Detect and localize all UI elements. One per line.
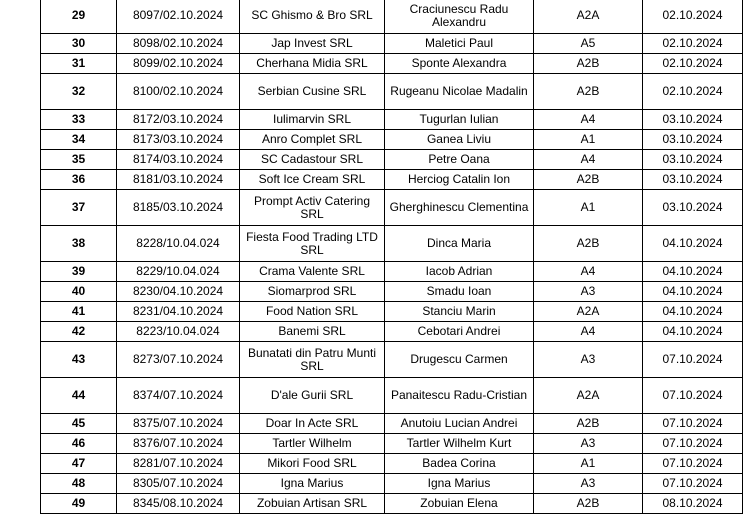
table-row [41, 226, 743, 262]
class-cell: A2B [534, 494, 643, 514]
company-cell: Siomarprod SRL [240, 282, 385, 302]
company-cell: Soft Ice Cream SRL [240, 170, 385, 190]
person-cell: Panaitescu Radu-Cristian [385, 378, 534, 414]
document-number-cell: 8231/04.10.2024 [117, 302, 240, 322]
date-cell: 04.10.2024 [643, 226, 743, 262]
class-cell: A4 [534, 150, 643, 170]
table-row [41, 434, 743, 454]
company-cell: Crama Valente SRL [240, 262, 385, 282]
class-cell: A3 [534, 342, 643, 378]
document-number-cell: 8273/07.10.2024 [117, 342, 240, 378]
person-cell: Ganea Liviu [385, 130, 534, 150]
date-cell: 03.10.2024 [643, 170, 743, 190]
class-cell: A2B [534, 170, 643, 190]
table-row [41, 282, 743, 302]
person-cell: Maletici Paul [385, 34, 534, 54]
person-cell: Rugeanu Nicolae Madalin [385, 74, 534, 110]
row-number-cell: 32 [41, 74, 117, 110]
table-row [41, 130, 743, 150]
class-cell: A2B [534, 74, 643, 110]
date-cell: 07.10.2024 [643, 474, 743, 494]
table-row [41, 54, 743, 74]
person-cell: Craciunescu Radu Alexandru [385, 0, 534, 34]
row-number-cell: 40 [41, 282, 117, 302]
table-row [41, 170, 743, 190]
table-row [41, 414, 743, 434]
table-row [41, 474, 743, 494]
document-number-cell: 8097/02.10.2024 [117, 0, 240, 34]
class-cell: A2A [534, 0, 643, 34]
company-cell: Igna Marius [240, 474, 385, 494]
class-cell: A1 [534, 190, 643, 226]
date-cell: 03.10.2024 [643, 150, 743, 170]
company-cell: Fiesta Food Trading LTD SRL [240, 226, 385, 262]
row-number-cell: 29 [41, 0, 117, 34]
document-number-cell: 8374/07.10.2024 [117, 378, 240, 414]
person-cell: Drugescu Carmen [385, 342, 534, 378]
row-number-cell: 43 [41, 342, 117, 378]
class-cell: A1 [534, 454, 643, 474]
date-cell: 03.10.2024 [643, 190, 743, 226]
document-number-cell: 8376/07.10.2024 [117, 434, 240, 454]
document-number-cell: 8099/02.10.2024 [117, 54, 240, 74]
date-cell: 04.10.2024 [643, 322, 743, 342]
person-cell: Petre Oana [385, 150, 534, 170]
row-number-cell: 33 [41, 110, 117, 130]
row-number-cell: 34 [41, 130, 117, 150]
date-cell: 07.10.2024 [643, 378, 743, 414]
company-cell: Serbian Cusine SRL [240, 74, 385, 110]
person-cell: Zobuian Elena [385, 494, 534, 514]
class-cell: A2B [534, 414, 643, 434]
date-cell: 02.10.2024 [643, 0, 743, 34]
date-cell: 04.10.2024 [643, 302, 743, 322]
document-number-cell: 8305/07.10.2024 [117, 474, 240, 494]
company-cell: SC Ghismo & Bro SRL [240, 0, 385, 34]
person-cell: Dinca Maria [385, 226, 534, 262]
date-cell: 02.10.2024 [643, 34, 743, 54]
document-number-cell: 8229/10.04.024 [117, 262, 240, 282]
person-cell: Cebotari Andrei [385, 322, 534, 342]
document-number-cell: 8185/03.10.2024 [117, 190, 240, 226]
date-cell: 02.10.2024 [643, 74, 743, 110]
table-row [41, 494, 743, 514]
class-cell: A4 [534, 110, 643, 130]
table-row [41, 0, 743, 34]
class-cell: A1 [534, 130, 643, 150]
company-cell: Prompt Activ Catering SRL [240, 190, 385, 226]
company-cell: Doar In Acte SRL [240, 414, 385, 434]
table-row [41, 150, 743, 170]
class-cell: A3 [534, 474, 643, 494]
table-body [41, 0, 743, 514]
row-number-cell: 37 [41, 190, 117, 226]
class-cell: A5 [534, 34, 643, 54]
company-cell: Tartler Wilhelm [240, 434, 385, 454]
table-row [41, 342, 743, 378]
class-cell: A4 [534, 322, 643, 342]
company-cell: Mikori Food SRL [240, 454, 385, 474]
table-row [41, 190, 743, 226]
table-row [41, 110, 743, 130]
class-cell: A2A [534, 302, 643, 322]
table-row [41, 454, 743, 474]
table-row [41, 322, 743, 342]
row-number-cell: 44 [41, 378, 117, 414]
document-number-cell: 8098/02.10.2024 [117, 34, 240, 54]
person-cell: Stanciu Marin [385, 302, 534, 322]
person-cell: Igna Marius [385, 474, 534, 494]
document-number-cell: 8228/10.04.024 [117, 226, 240, 262]
date-cell: 07.10.2024 [643, 414, 743, 434]
table-row [41, 302, 743, 322]
company-cell: D'ale Gurii SRL [240, 378, 385, 414]
person-cell: Tugurlan Iulian [385, 110, 534, 130]
company-cell: Banemi SRL [240, 322, 385, 342]
person-cell: Herciog Catalin Ion [385, 170, 534, 190]
row-number-cell: 45 [41, 414, 117, 434]
row-number-cell: 30 [41, 34, 117, 54]
person-cell: Badea Corina [385, 454, 534, 474]
row-number-cell: 41 [41, 302, 117, 322]
class-cell: A2B [534, 226, 643, 262]
document-number-cell: 8230/04.10.2024 [117, 282, 240, 302]
document-number-cell: 8172/03.10.2024 [117, 110, 240, 130]
row-number-cell: 46 [41, 434, 117, 454]
date-cell: 03.10.2024 [643, 110, 743, 130]
date-cell: 07.10.2024 [643, 454, 743, 474]
company-cell: Iulimarvin SRL [240, 110, 385, 130]
date-cell: 07.10.2024 [643, 342, 743, 378]
row-number-cell: 42 [41, 322, 117, 342]
table-row [41, 262, 743, 282]
document-number-cell: 8173/03.10.2024 [117, 130, 240, 150]
row-number-cell: 47 [41, 454, 117, 474]
date-cell: 02.10.2024 [643, 54, 743, 74]
document-number-cell: 8181/03.10.2024 [117, 170, 240, 190]
person-cell: Iacob Adrian [385, 262, 534, 282]
document-number-cell: 8174/03.10.2024 [117, 150, 240, 170]
class-cell: A2B [534, 54, 643, 74]
table-row [41, 74, 743, 110]
date-cell: 04.10.2024 [643, 262, 743, 282]
person-cell: Tartler Wilhelm Kurt [385, 434, 534, 454]
document-number-cell: 8223/10.04.024 [117, 322, 240, 342]
date-cell: 04.10.2024 [643, 282, 743, 302]
document-number-cell: 8345/08.10.2024 [117, 494, 240, 514]
person-cell: Sponte Alexandra [385, 54, 534, 74]
person-cell: Anutoiu Lucian Andrei [385, 414, 534, 434]
date-cell: 03.10.2024 [643, 130, 743, 150]
row-number-cell: 39 [41, 262, 117, 282]
document-number-cell: 8100/02.10.2024 [117, 74, 240, 110]
class-cell: A3 [534, 282, 643, 302]
class-cell: A2A [534, 378, 643, 414]
row-number-cell: 49 [41, 494, 117, 514]
document-number-cell: 8281/07.10.2024 [117, 454, 240, 474]
class-cell: A4 [534, 262, 643, 282]
company-cell: SC Cadastour SRL [240, 150, 385, 170]
class-cell: A3 [534, 434, 643, 454]
row-number-cell: 31 [41, 54, 117, 74]
row-number-cell: 38 [41, 226, 117, 262]
authorization-table [40, 0, 743, 514]
document-number-cell: 8375/07.10.2024 [117, 414, 240, 434]
company-cell: Anro Complet SRL [240, 130, 385, 150]
person-cell: Gherghinescu Clementina [385, 190, 534, 226]
company-cell: Food Nation SRL [240, 302, 385, 322]
date-cell: 08.10.2024 [643, 494, 743, 514]
table-row [41, 378, 743, 414]
person-cell: Smadu Ioan [385, 282, 534, 302]
document-page [40, 0, 743, 514]
row-number-cell: 48 [41, 474, 117, 494]
company-cell: Cherhana Midia SRL [240, 54, 385, 74]
company-cell: Bunatati din Patru Munti SRL [240, 342, 385, 378]
company-cell: Jap Invest SRL [240, 34, 385, 54]
row-number-cell: 36 [41, 170, 117, 190]
date-cell: 07.10.2024 [643, 434, 743, 454]
row-number-cell: 35 [41, 150, 117, 170]
company-cell: Zobuian Artisan SRL [240, 494, 385, 514]
table-row [41, 34, 743, 54]
